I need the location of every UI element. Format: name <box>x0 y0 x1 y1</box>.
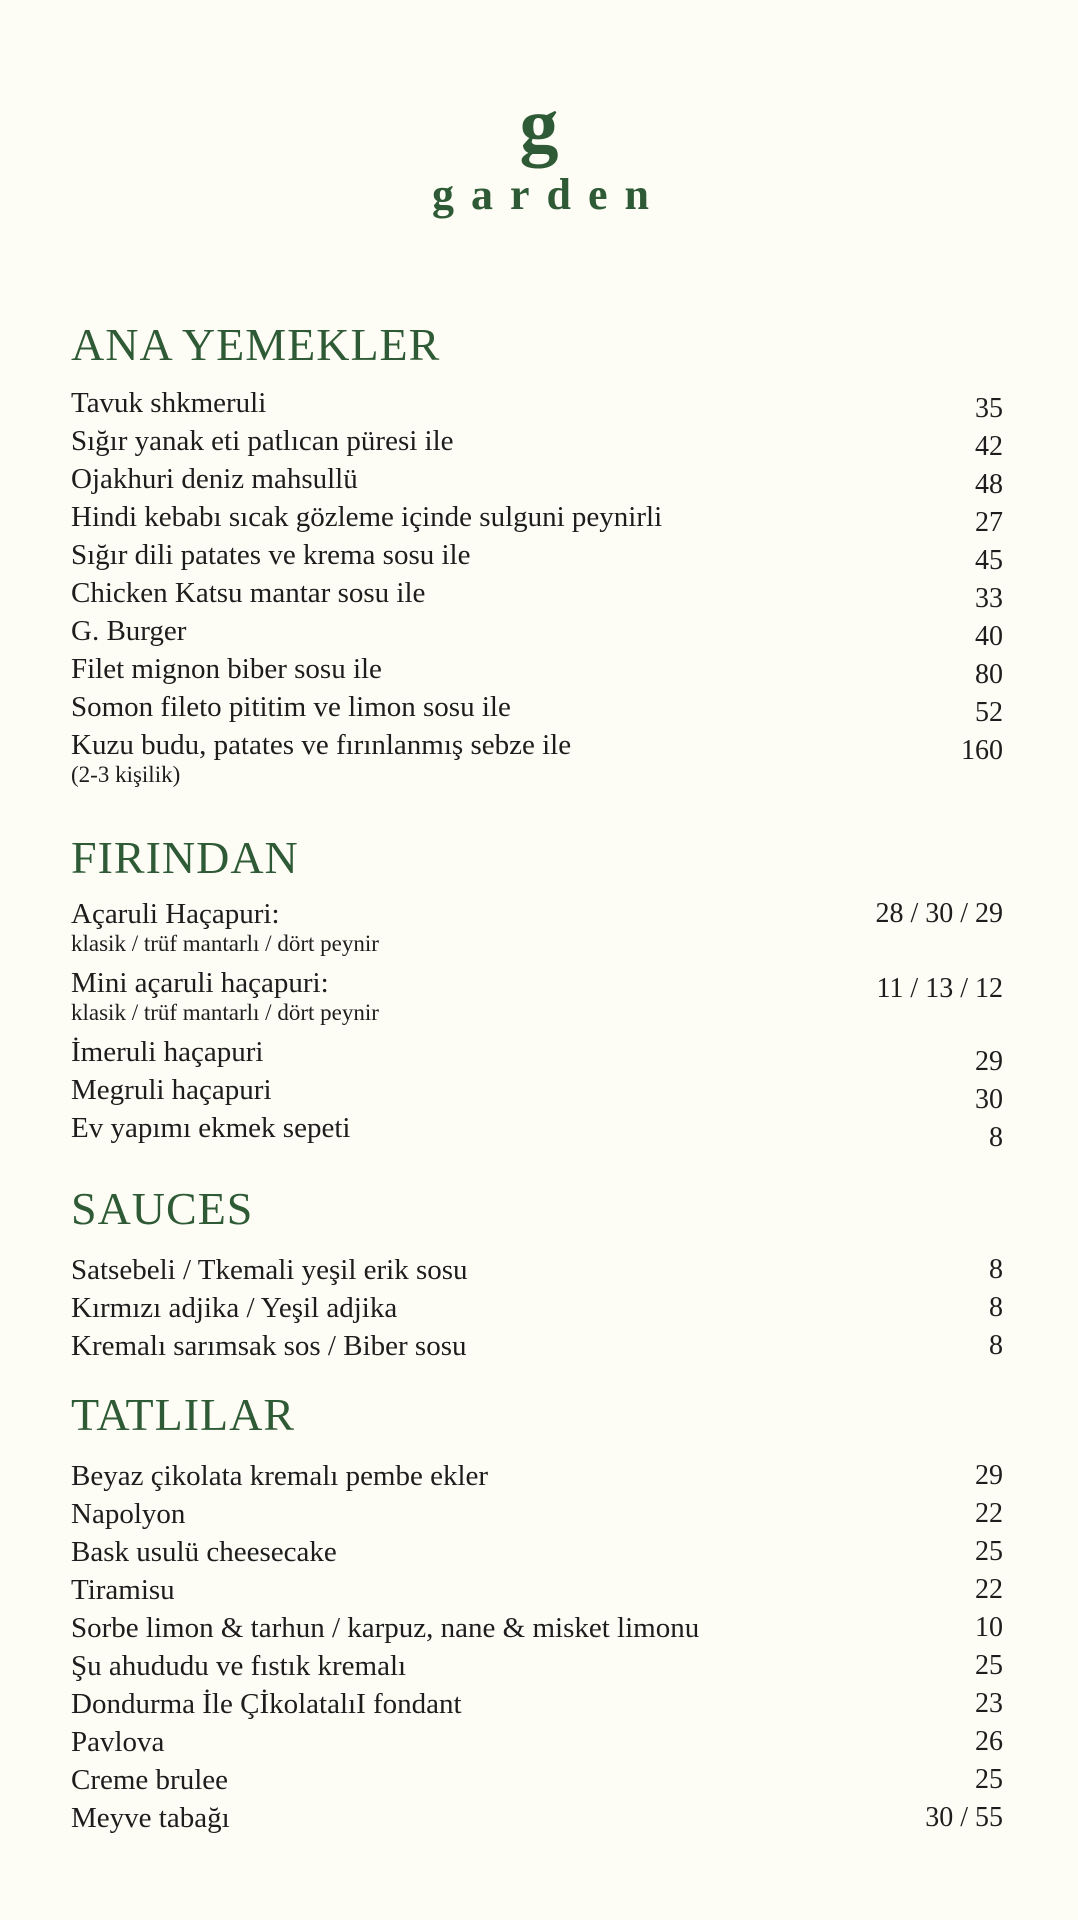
item-name: Sorbe limon & tarhun / karpuz, nane & misket limonu <box>71 1612 700 1644</box>
item-price: 8 <box>989 1122 1003 1153</box>
item-price: 29 <box>975 1046 1003 1077</box>
item-name: Hindi kebabı sıcak gözleme içinde sulguni peynirli <box>71 501 663 533</box>
item-price: 8 <box>989 1330 1003 1361</box>
item-price: 80 <box>975 659 1003 690</box>
item-name: Napolyon <box>71 1498 186 1530</box>
menu-item <box>71 1535 1003 1573</box>
item-note: klasik / trüf mantarlı / dört peynir <box>71 1000 379 1025</box>
item-price: 27 <box>975 507 1003 538</box>
item-name: Pavlova <box>71 1726 165 1758</box>
item-name: Ev yapımı ekmek sepeti <box>71 1112 351 1144</box>
item-name: Tavuk shkmeruli <box>71 387 267 419</box>
item-price: 30 / 55 <box>925 1802 1003 1833</box>
item-note: (2-3 kişilik) <box>71 762 181 787</box>
item-price: 10 <box>975 1612 1003 1643</box>
menu-item <box>71 386 1003 424</box>
menu-item <box>71 1497 1003 1535</box>
menu-item <box>71 1725 1003 1763</box>
item-name: Meyve tabağı <box>71 1802 230 1834</box>
menu-item <box>71 500 1003 538</box>
item-price: 42 <box>975 431 1003 462</box>
item-name: Şu ahududu ve fıstık kremalı <box>71 1650 407 1682</box>
item-price: 25 <box>975 1536 1003 1567</box>
menu-item <box>71 1687 1003 1725</box>
menu-item <box>71 1649 1003 1687</box>
menu-item <box>71 652 1003 690</box>
item-name: Chicken Katsu mantar sosu ile <box>71 577 426 609</box>
item-price: 48 <box>975 469 1003 500</box>
item-name: Tiramisu <box>71 1574 175 1606</box>
item-name: Kırmızı adjika / Yeşil adjika <box>71 1292 398 1324</box>
menu-item <box>71 462 1003 500</box>
item-price: 26 <box>975 1726 1003 1757</box>
item-price: 8 <box>989 1292 1003 1323</box>
section-title-firindan: FIRINDAN <box>71 832 299 883</box>
item-price: 8 <box>989 1254 1003 1285</box>
section-title-tatlilar: TATLILAR <box>71 1389 296 1440</box>
menu-item <box>71 728 1003 792</box>
item-name: Dondurma İle ÇİkolatalıI fondant <box>71 1688 462 1720</box>
menu-item <box>71 1329 1003 1367</box>
item-name: İmeruli haçapuri <box>71 1036 264 1068</box>
item-name: Filet mignon biber sosu ile <box>71 653 382 685</box>
item-price: 40 <box>975 621 1003 652</box>
brand-name: garden <box>432 170 666 219</box>
item-name: Bask usulü cheesecake <box>71 1536 337 1568</box>
item-name: Beyaz çikolata kremalı pembe ekler <box>71 1460 489 1492</box>
item-price: 35 <box>975 393 1003 424</box>
item-name: Kremalı sarımsak sos / Biber sosu <box>71 1330 467 1362</box>
logo-mark: g <box>519 81 559 168</box>
item-name: Creme brulee <box>71 1764 229 1796</box>
item-note: klasik / trüf mantarlı / dört peynir <box>71 931 379 956</box>
menu-item <box>71 1801 1003 1839</box>
item-price: 22 <box>975 1498 1003 1529</box>
menu-item <box>71 1459 1003 1497</box>
menu-item <box>71 1073 1003 1115</box>
item-name: Mini açaruli haçapuri: <box>71 967 329 999</box>
item-name: Megruli haçapuri <box>71 1074 272 1106</box>
menu-item <box>71 424 1003 462</box>
item-price: 25 <box>975 1650 1003 1681</box>
item-name: Somon fileto pititim ve limon sosu ile <box>71 691 511 723</box>
brand-logo <box>0 80 1078 220</box>
item-price: 45 <box>975 545 1003 576</box>
item-price: 22 <box>975 1574 1003 1605</box>
menu-item <box>71 897 1003 961</box>
menu-item <box>71 1291 1003 1329</box>
menu-item <box>71 538 1003 576</box>
item-name: Sığır dili patates ve krema sosu ile <box>71 539 471 571</box>
item-price: 52 <box>975 697 1003 728</box>
item-price: 23 <box>975 1688 1003 1719</box>
item-name: Ojakhuri deniz mahsullü <box>71 463 358 495</box>
item-price: 25 <box>975 1764 1003 1795</box>
menu-item <box>71 690 1003 728</box>
menu-item <box>71 966 1003 1030</box>
menu-item <box>71 1253 1003 1291</box>
item-name: G. Burger <box>71 615 187 647</box>
menu-item <box>71 1111 1003 1153</box>
menu-item <box>71 614 1003 652</box>
menu-item <box>71 1611 1003 1649</box>
item-price: 28 / 30 / 29 <box>875 898 1003 929</box>
section-title-sauces: SAUCES <box>71 1183 254 1234</box>
menu-item <box>71 576 1003 614</box>
item-price: 11 / 13 / 12 <box>876 973 1003 1004</box>
item-price: 29 <box>975 1460 1003 1491</box>
menu-item <box>71 1573 1003 1611</box>
item-price: 30 <box>975 1084 1003 1115</box>
item-price: 160 <box>961 735 1003 766</box>
item-name: Açaruli Haçapuri: <box>71 898 280 930</box>
section-title-ana-yemekler: ANA YEMEKLER <box>71 319 441 370</box>
item-name: Satsebeli / Tkemali yeşil erik sosu <box>71 1254 468 1286</box>
item-name: Kuzu budu, patates ve fırınlanmış sebze ile <box>71 729 572 761</box>
menu-item <box>71 1763 1003 1801</box>
menu-item <box>71 1035 1003 1077</box>
item-name: Sığır yanak eti patlıcan püresi ile <box>71 425 454 457</box>
item-price: 33 <box>975 583 1003 614</box>
